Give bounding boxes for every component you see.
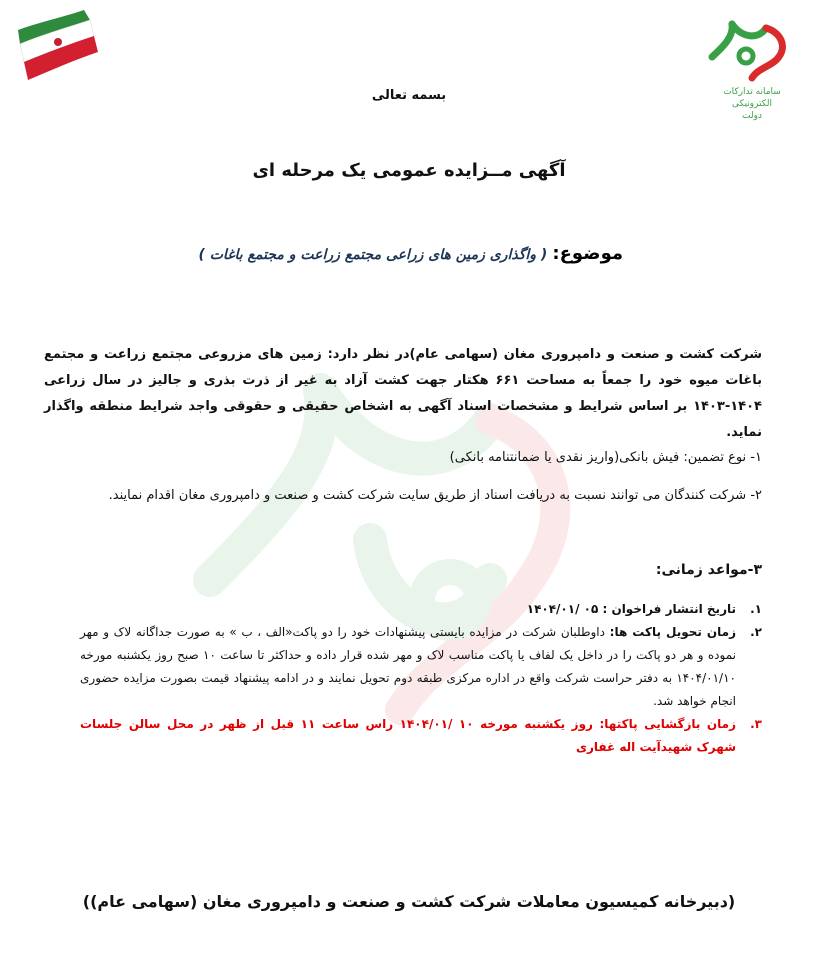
subject-label: موضوع: (552, 243, 623, 264)
list-number: ۲. (750, 625, 762, 639)
besmeh-heading: بسمه تعالی (371, 88, 447, 103)
intro-lead: شرکت کشت و صنعت و دامپروری مغان (سهامی عام)در نظر دارد: (327, 347, 762, 362)
delivery-label: زمان تحویل پاکت ها: (609, 625, 736, 639)
opening-text: زمان بازگشایی پاکتها: روز یکشنبه مورخه ۱۰ /۱۴۰۴/۰۱ راس ساعت ۱۱ قبل از ظهر در محل سالن جلسات شهرک شهیدآیت اله غفاری (80, 717, 736, 754)
publish-date-text: تاریخ انتشار فراخوان : ۰۵ /۱۴۰۴/۰۱ (526, 602, 736, 616)
item-documents: ۲- شرکت کنندگان می توانند نسبت به دریافت اسناد از طریق سایت شرکت کشت و صنعت و دامپروری مغان اقدام نمایند. (108, 488, 762, 503)
iran-flag-icon (0, 0, 110, 100)
deadlines-list (80, 598, 762, 759)
section-deadlines-title: ۳-مواعد زمانی: (655, 562, 762, 578)
delivery-body: داوطلبان شرکت در مزایده بایستی پیشنهادات خود را دو پاکت«الف ، ب » به صورت جداگانه لاک و مهر نموده و هر دو پاکت را در داخل یک لفاف یا پاکت مناسب لاک و مهر شده قرار داده و حداکثر تا ساعت ۱۰ صبح روز یکشنبه مورخه ۱۴۰۴/۰۱/۱۰ به دفتر حراست شرکت واقع در اداره مرکزی طبقه دوم تحویل نمایند و در ادامه پیشنهاد قیمت بصورت مزایده حضوری انجام خواهد شد. (80, 625, 736, 708)
intro-paragraph (44, 342, 762, 446)
delivery-text (80, 621, 736, 713)
list-number: ۱. (750, 602, 762, 616)
list-number: ۳. (750, 717, 762, 731)
subject-line (198, 243, 623, 264)
page-title: آگهی مــزایده عمومی یک مرحله ای (252, 160, 566, 181)
intro-body: زمین های مزروعی مجتمع زراعت و مجتمع باغات میوه خود را جمعاً به مساحت ۶۶۱ هکتار جهت کشت آزاد به غیر از ذرت بذری و جالیز در سال زراعی ۱۴۰۴-۱۴۰۳ بر اساس شرایط و مشخصات اسناد آگهی به اشخاص حقیقی و حقوقی واجد شرایط منطقه واگذار نماید. (44, 347, 762, 440)
list-item (80, 713, 762, 759)
svg-text:الکترونیکی: الکترونیکی (732, 99, 772, 109)
list-item (80, 621, 762, 713)
subject-text: ( واگذاری زمین های زراعی مجتمع زراعت و مجتمع باغات ) (198, 247, 548, 263)
item-guarantee: ۱- نوع تضمین: فیش بانکی(واریز نقدی یا ضمانتنامه بانکی) (449, 450, 762, 465)
footer-signature: (دبیرخانه کمیسیون معاملات شرکت کشت و صنعت و دامپروری مغان (سهامی عام)) (82, 892, 736, 911)
svg-text:دولت: دولت (742, 111, 762, 121)
logo-icon (702, 12, 802, 124)
svg-text:سامانه تدارکات: سامانه تدارکات (723, 87, 781, 97)
list-item (80, 598, 762, 621)
